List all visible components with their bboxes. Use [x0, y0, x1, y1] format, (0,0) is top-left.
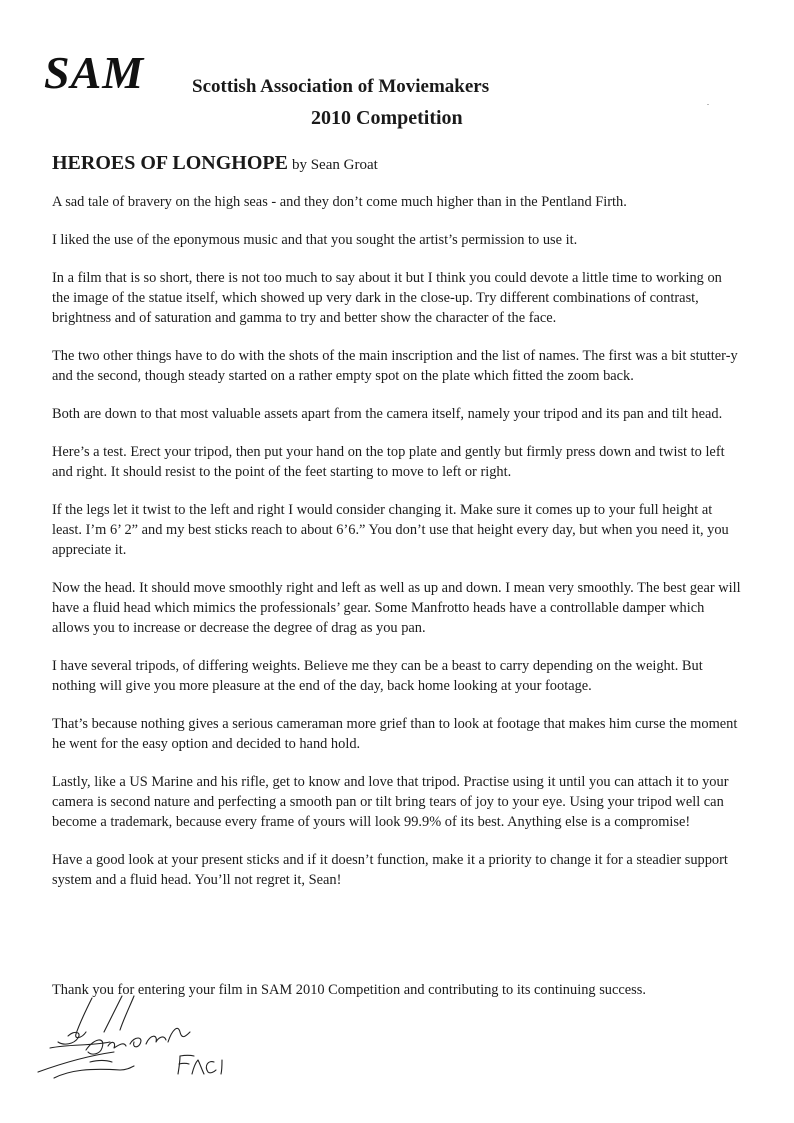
sam-logo: SAM	[44, 47, 145, 98]
closing-line: Thank you for entering your film in SAM 2010 Competition and contributing to its continuing success.	[52, 982, 646, 998]
film-heading	[52, 152, 378, 175]
paragraph-8: Now the head. It should move smoothly right and left as well as up and down. I mean very smoothly. The best gear will have a fluid head which mimics the professionals’ gear. Some Manfrotto heads have a controllable damper which allows you to increase or decrease the degree of drag as you pan.	[52, 580, 741, 636]
paragraph-4: The two other things have to do with the shots of the main inscription and the list of names. The first was a bit stutter-y and the second, though steady started on a rather empty spot on the plate which fitted the zoom back.	[52, 348, 738, 384]
paragraph-11: Lastly, like a US Marine and his rifle, get to know and love that tripod. Practise using it until you can attach it to your camera is second nature and perfecting a smooth pan or tilt bring tears of joy to your eye. Using your tripod well can become a trademark, because every frame of yours will look 99.9% of its best. Anything else is a compromise!	[52, 774, 729, 830]
film-title: HEROES OF LONGHOPE	[52, 152, 288, 174]
paragraph-7: If the legs let it twist to the left and right I would consider changing it. Make sure it comes up to your full height at least. I’m 6’ 2” and my best sticks reach to about 6’6.” You don’t use that height every day, but when you need it, you appreciate it.	[52, 502, 729, 558]
paragraph-6: Here’s a test. Erect your tripod, then put your hand on the top plate and gently but firmly press down and twist to left and right. It should resist to the point of the feet starting to move to left or right.	[52, 444, 725, 480]
paragraph-1: A sad tale of bravery on the high seas - and they don’t come much higher than in the Pentland Firth.	[52, 194, 627, 210]
paragraph-3: In a film that is so short, there is not too much to say about it but I think you could devote a little time to working on the image of the statue itself, which showed up very dark in the close-up. Try different combinations of contrast, brightness and of saturation and gamma to try and better show the character of the face.	[52, 270, 722, 326]
paragraph-10: That’s because nothing gives a serious cameraman more grief than to look at footage that makes him curse the moment he went for the easy option and decided to hand hold.	[52, 716, 738, 752]
paragraph-5: Both are down to that most valuable assets apart from the camera itself, namely your tripod and its pan and tilt head.	[52, 406, 723, 422]
handwritten-signature	[30, 990, 230, 1085]
organization-title: Scottish Association of Moviemakers	[192, 76, 490, 97]
critique-body	[52, 192, 742, 908]
film-byline: by Sean Groat	[291, 157, 378, 173]
competition-title: 2010 Competition	[311, 107, 463, 129]
paragraph-12: Have a good look at your present sticks and if it doesn’t function, make it a priority to change it for a steadier support system and a fluid head. You’ll not regret it, Sean!	[52, 852, 728, 888]
paragraph-9: I have several tripods, of differing weights. Believe me they can be a beast to carry depending on the weight. But nothing will give you more pleasure at the end of the day, back home looking at your footage.	[52, 658, 703, 694]
scan-speck	[707, 104, 709, 105]
paragraph-2: I liked the use of the eponymous music and that you sought the artist’s permission to use it.	[52, 232, 578, 248]
